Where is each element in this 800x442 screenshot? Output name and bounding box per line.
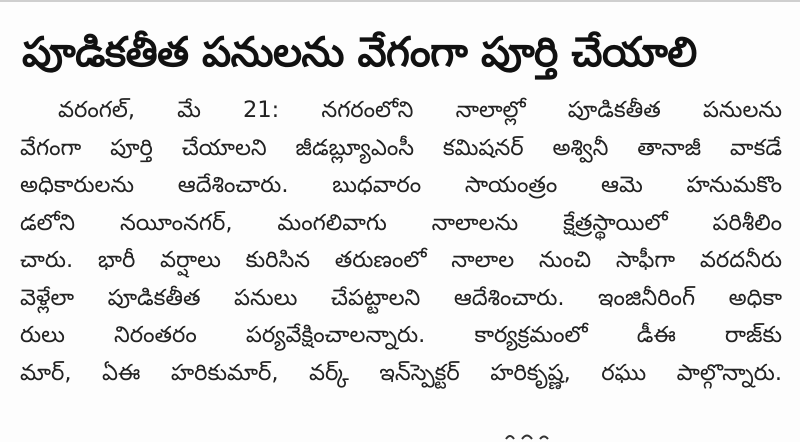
article-body xyxy=(20,92,782,432)
article-line-1: వరంగల్, మే 21: నగరంలోని నాలాల్లో పూడికతీత పనులను xyxy=(58,97,782,123)
article-line-7: రులు నిరంతరం పర్యవేక్షించాలన్నారు. కార్యక్రమంలో డీఈ రాజ్‌కు xyxy=(20,322,782,348)
article-line-2: వేగంగా పూర్తి చేయాలని జీడబ్ల్యూఎంసీ కమిషనర్ అశ్వినీ తానాజీ వాకడే xyxy=(20,134,782,161)
article-headline: పూడికతీత పనులను వేగంగా పూర్తి చేయాలి xyxy=(22,28,697,76)
article-line-4: డలోని నయీంనగర్, మంగలివాగు నాలాలను క్షేత్రస్థాయిలో పరిశీలిం xyxy=(20,209,782,236)
article-line-3: అధికారులను ఆదేశించారు. బుధవారం సాయంత్రం ఆమె హనుమకొం xyxy=(20,172,782,198)
article-line-5: చారు. భారీ వర్షాలు కురిసిన తరుణంలో నాలాల నుంచి సాఫీగా వరదనీరు xyxy=(20,247,782,273)
cut-off-text-fragment xyxy=(500,430,560,440)
article-line-6: వెళ్లేలా పూడికతీత పనులు చేపట్టాలని ఆదేశించారు. ఇంజినీరింగ్ అధికా xyxy=(20,284,782,311)
top-divider xyxy=(0,0,800,2)
article-line-8: మార్, ఏఈ హరికుమార్, వర్క్ ఇన్‌స్పెక్టర్ హరికృష్ణ, రఘు పాల్గొన్నారు. xyxy=(20,359,782,386)
